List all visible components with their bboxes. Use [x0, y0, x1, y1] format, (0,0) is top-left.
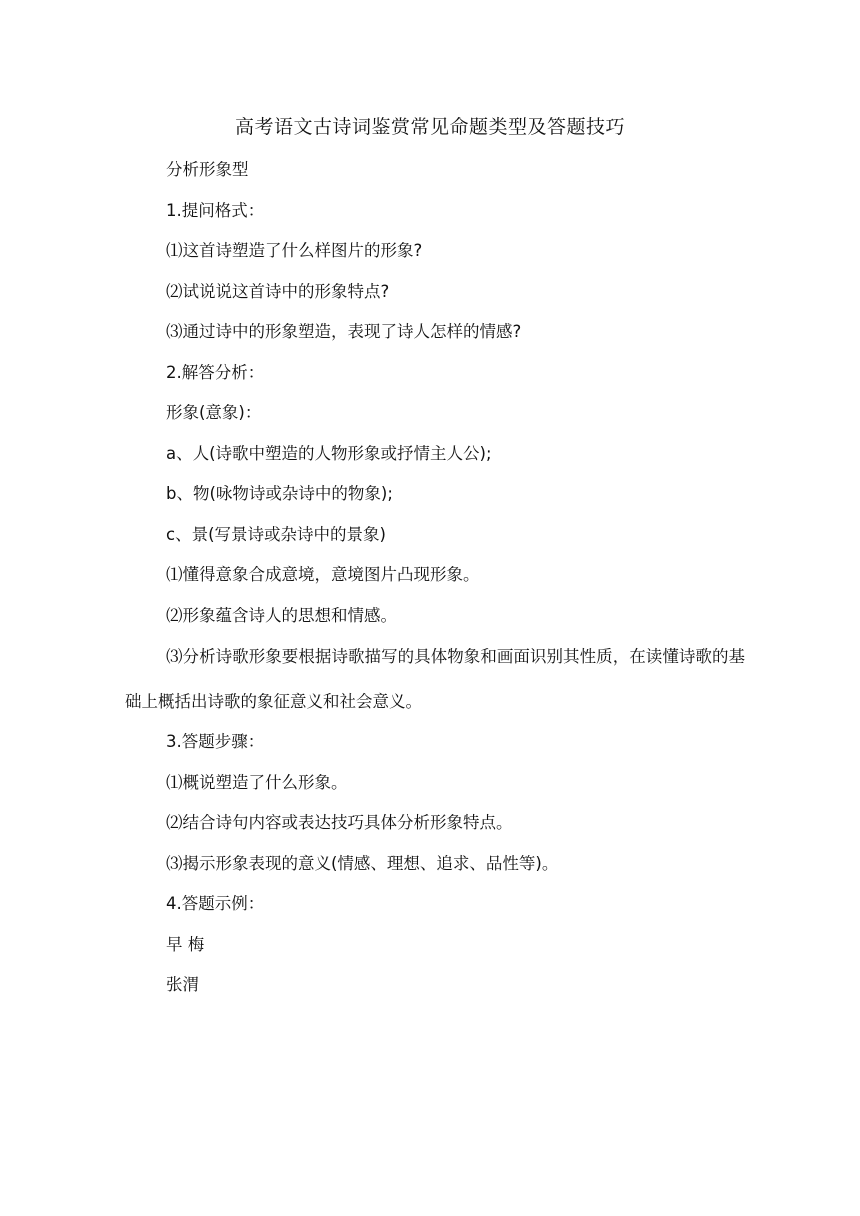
subheading-answer-analysis: 2.解答分析：	[166, 362, 265, 382]
question-item: ⑴这首诗塑造了什么样图片的形象?	[166, 241, 423, 260]
poem-title: 早 梅	[166, 934, 205, 954]
step-item: ⑴概说塑造了什么形象。	[166, 772, 348, 792]
poem-author: 张渭	[166, 975, 199, 994]
question-item: ⑶通过诗中的形象塑造，表现了诗人怎样的情感?	[166, 322, 522, 341]
step-item: ⑵结合诗句内容或表达技巧具体分析形象特点。	[166, 813, 513, 832]
analysis-point-long: ⑶分析诗歌形象要根据诗歌描写的具体物象和画面识别其性质，在读懂诗歌的基础上概括出诗歌的象征意义和社会意义。	[125, 647, 745, 711]
subheading-answer-steps: 3.答题步骤：	[166, 732, 265, 751]
analysis-item: c、景(写景诗或杂诗中的景象)	[166, 524, 386, 544]
analysis-point: ⑴懂得意象合成意境，意境图片凸现形象。	[166, 565, 480, 584]
subheading-answer-example: 4.答题示例：	[166, 894, 265, 913]
document-title: 高考语文古诗词鉴赏常见命题类型及答题技巧	[234, 116, 625, 138]
section-heading: 分析形象型	[166, 160, 249, 179]
document-body	[125, 156, 745, 1012]
step-item: ⑶揭示形象表现的意义(情感、理想、追求、品性等)。	[166, 853, 559, 873]
analysis-point: ⑵形象蕴含诗人的思想和情感。	[166, 605, 397, 625]
analysis-item: a、人(诗歌中塑造的人物形象或抒情主人公);	[166, 443, 492, 463]
analysis-line: 形象(意象)：	[166, 403, 262, 422]
question-item: ⑵试说说这首诗中的形象特点?	[166, 281, 390, 301]
analysis-item: b、物(咏物诗或杂诗中的物象);	[166, 484, 393, 503]
subheading-question-format: 1.提问格式：	[166, 200, 265, 220]
